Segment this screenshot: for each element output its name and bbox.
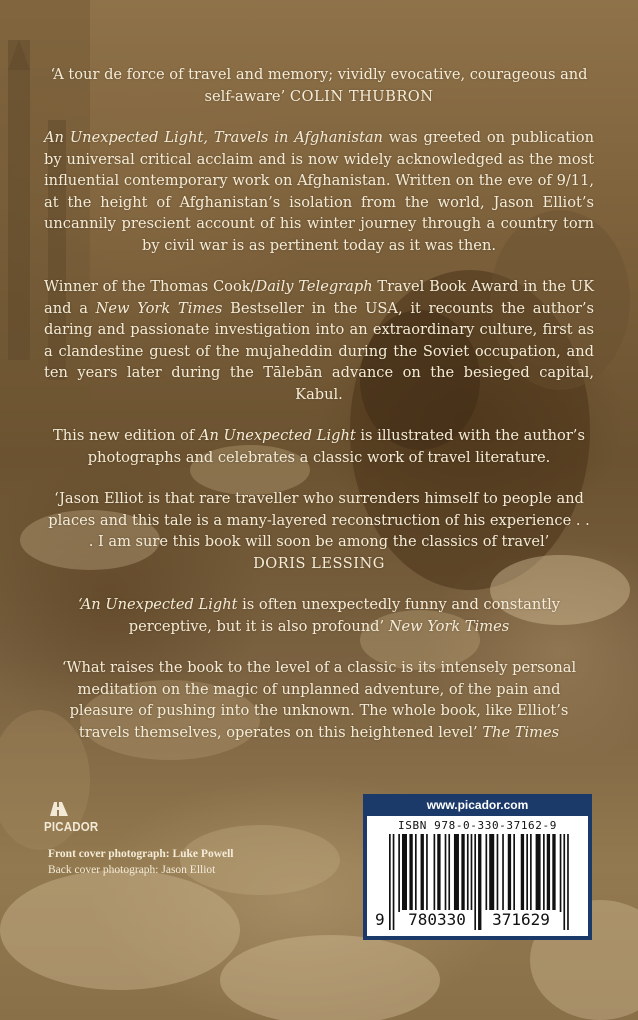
barcode-bar bbox=[521, 834, 524, 912]
quote-thubron-text: ‘A tour de force of travel and memory; vividly evocative, courageous and self-aware’ bbox=[50, 66, 588, 105]
barcode-digits-right: 371629 bbox=[485, 910, 557, 929]
barcode-bar bbox=[536, 834, 541, 912]
front-cover-credit: Front cover photograph: Luke Powell bbox=[48, 848, 234, 860]
barcode-first-digit: 9 bbox=[375, 910, 385, 929]
barcode-bar bbox=[497, 834, 499, 912]
intro-paragraph bbox=[44, 127, 594, 256]
quote-times-attribution: The Times bbox=[482, 723, 560, 741]
barcode-bar bbox=[409, 834, 412, 912]
quote-nyt-attribution: New York Times bbox=[388, 617, 510, 635]
picador-logo bbox=[44, 800, 114, 840]
barcode-bar bbox=[445, 834, 447, 912]
back-cover-credit: Back cover photograph: Jason Elliot bbox=[48, 864, 216, 876]
barcode-panel bbox=[363, 794, 592, 940]
barcode-bar bbox=[421, 834, 424, 912]
award-text-1: Winner of the Thomas Cook/ bbox=[44, 278, 256, 295]
picador-pan-icon bbox=[48, 800, 70, 818]
barcode-bar bbox=[467, 834, 469, 912]
award-newspaper: Daily Telegraph bbox=[255, 278, 373, 295]
publisher-url[interactable]: www.picador.com bbox=[426, 798, 529, 812]
barcode-bar bbox=[426, 834, 428, 912]
barcode-bar bbox=[485, 834, 487, 912]
barcode-bar bbox=[402, 834, 407, 912]
quote-nyt bbox=[44, 594, 594, 637]
picador-wordmark: PICADOR bbox=[44, 820, 99, 834]
quote-lessing-text: ‘Jason Elliot is that rare traveller who surrenders himself to people and places and this tale is a many-layered reconstruction of his experience . . . I am sure this book will soon be among the classics of travel’ bbox=[48, 490, 590, 550]
barcode-bar bbox=[393, 834, 395, 930]
barcode-digits-left: 780330 bbox=[401, 910, 473, 929]
barcode-bar bbox=[502, 834, 504, 912]
barcode-bar bbox=[398, 834, 400, 912]
intro-text: was greeted on publication by universal critical acclaim and is now widely acknowledged as the most influential contemporary work on Afghanistan. Written on the eve of 9/11, at the height of Afghanistan’s isolation from the world, Jason Elliot’s uncannily prescient account of his winter journey through a country torn by civil war is as pertinent today as it was then. bbox=[44, 129, 594, 254]
award-text-2: Travel Book Award in the UK and a bbox=[44, 278, 594, 317]
edition-paragraph bbox=[44, 425, 594, 468]
quote-times-text: ‘What raises the book to the level of a classic is its intensely personal meditation on the magic of unplanned adventure, of the pain and pleasure of pushing into the unknown. The whole book, like Elliot’s travels themselves, operates on this heightened level’ bbox=[61, 659, 577, 741]
barcode-bar bbox=[415, 834, 417, 912]
quote-lessing bbox=[44, 488, 594, 574]
barcode-bar bbox=[526, 834, 528, 912]
quote-lessing-attribution: DORIS LESSING bbox=[253, 554, 385, 572]
edition-book-title: An Unexpected Light bbox=[198, 427, 356, 444]
barcode-bar bbox=[474, 834, 476, 930]
barcode-bar bbox=[489, 834, 494, 912]
award-paragraph bbox=[44, 276, 594, 405]
quote-thubron-attribution: COLIN THUBRON bbox=[289, 87, 434, 105]
award-text-3: Bestseller in the USA, it recounts the author’s daring and passionate investigation into an extraordinary culture, first as a clandestine guest of the mujaheddin during the Soviet occupation, and ten years later during the Tālebān advance on the besieged capital, Kabul. bbox=[44, 299, 594, 403]
barcode-bar bbox=[389, 834, 391, 930]
barcode-bar bbox=[434, 834, 436, 912]
barcode-bar bbox=[437, 834, 440, 912]
intro-book-title: An Unexpected Light, Travels in Afghanistan bbox=[44, 129, 383, 146]
barcode-bar bbox=[478, 834, 481, 930]
barcode-bar bbox=[461, 834, 464, 912]
barcode-bar bbox=[552, 834, 555, 912]
quote-times bbox=[44, 657, 594, 743]
barcode-bar bbox=[508, 834, 511, 912]
barcode-bar bbox=[530, 834, 532, 912]
barcode-bar bbox=[567, 834, 569, 930]
edition-text-2: is illustrated with the author’s photographs and celebrates a classic work of travel literature. bbox=[87, 427, 585, 466]
barcode-area bbox=[367, 816, 588, 936]
quote-nyt-book-title: ‘An Unexpected Light bbox=[77, 596, 238, 613]
quote-thubron bbox=[44, 64, 594, 107]
quote-nyt-text: is often unexpectedly funny and constantly perceptive, but it is also profound’ bbox=[128, 596, 561, 635]
edition-text-1: This new edition of bbox=[53, 427, 199, 444]
barcode-bar bbox=[448, 834, 450, 912]
barcode-bar bbox=[543, 834, 545, 912]
isbn-label: ISBN 978-0-330-37162-9 bbox=[398, 819, 557, 832]
barcode-bar bbox=[454, 834, 459, 912]
barcode-bar bbox=[513, 834, 515, 912]
award-bestseller-source: New York Times bbox=[95, 299, 223, 317]
barcode-bar bbox=[547, 834, 550, 912]
barcode-bar bbox=[563, 834, 565, 930]
photo-credits bbox=[48, 846, 328, 878]
blurb-text bbox=[44, 64, 594, 763]
barcode-bar bbox=[560, 834, 562, 912]
barcode-bar bbox=[471, 834, 473, 912]
